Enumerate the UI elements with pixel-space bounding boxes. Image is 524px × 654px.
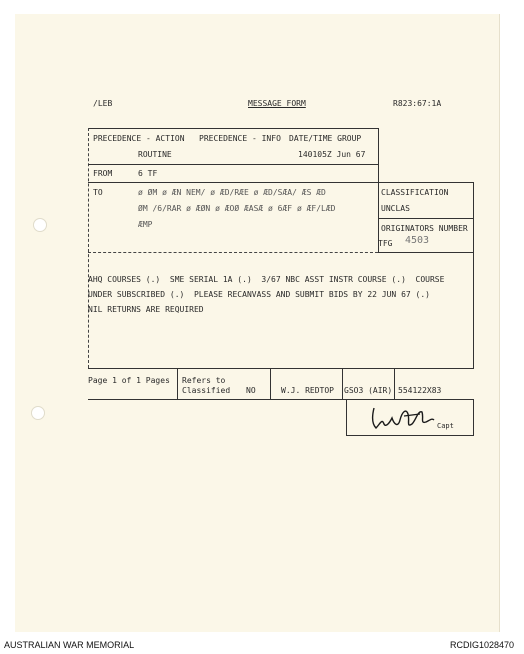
footer-divider-1 <box>177 368 178 399</box>
message-body-line-2: UNDER SUBSCRIBED (.) PLEASE RECANVASS AND SUBMIT BIDS BY 22 JUN 67 (.) <box>88 290 430 299</box>
footer-row-bottom <box>88 399 474 400</box>
footer-divider-3 <box>342 368 343 399</box>
to-label: TO <box>93 188 103 197</box>
originators-label: ORIGINATORS NUMBER <box>381 224 468 233</box>
form-top-right-border <box>378 128 379 184</box>
classification-value: UNCLAS <box>381 204 410 213</box>
classification-divider <box>378 218 474 219</box>
form-right-border <box>473 182 474 368</box>
footer-divider-4 <box>394 368 395 399</box>
archive-credit: AUSTRALIAN WAR MEMORIAL <box>4 640 135 650</box>
refers-label: Refers to <box>182 376 226 385</box>
page-count: Page 1 of 1 Pages <box>88 376 170 385</box>
address-bottom-border <box>88 252 378 253</box>
reference-left: /LEB <box>93 99 113 108</box>
signature-box-right <box>473 399 474 436</box>
message-body-line-3: NIL RETURNS ARE REQUIRED <box>88 305 204 314</box>
to-addressees-line-3: ÆMP <box>138 220 153 229</box>
form-top-border <box>88 128 378 129</box>
classified-label: Classified <box>182 386 231 395</box>
signature-rank: Capt <box>437 422 454 430</box>
precedence-divider <box>88 164 378 165</box>
precedence-info-label: PRECEDENCE - INFO <box>199 134 281 143</box>
originator-name: W.J. REDTOP <box>281 386 334 395</box>
originator-appointment: GSO3 (AIR) <box>344 386 393 395</box>
originators-bottom <box>378 252 474 253</box>
precedence-action-value: ROUTINE <box>138 150 172 159</box>
punch-hole-top <box>33 218 47 232</box>
archive-id: RCDIG1028470 <box>450 640 515 650</box>
from-divider <box>88 182 474 183</box>
precedence-action-label: PRECEDENCE - ACTION <box>93 134 185 143</box>
footer-divider-2 <box>270 368 271 399</box>
from-value: 6 TF <box>138 169 158 178</box>
classification-label: CLASSIFICATION <box>381 188 449 197</box>
originator-phone: 554122X83 <box>398 386 442 395</box>
to-addressees-line-1: ø ØM ø ÆN NEM/ ø ÆD/RÆE ø ÆD/SÆA/ ÆS ÆD <box>138 188 326 197</box>
signature-box-bottom <box>346 435 474 436</box>
handwritten-signature <box>368 402 438 434</box>
classified-value: NO <box>246 386 256 395</box>
dtg-label: DATE/TIME GROUP <box>289 134 362 143</box>
punch-hole-bottom <box>31 406 45 420</box>
signature-box-left <box>346 399 347 436</box>
message-body-line-1: AHQ COURSES (.) SME SERIAL 1A (.) 3/67 NBC ASST INSTR COURSE (.) COURSE <box>88 275 445 284</box>
form-title: MESSAGE FORM <box>248 99 306 108</box>
originators-prefix: TFG <box>378 239 393 248</box>
from-label: FROM <box>93 169 113 178</box>
to-addressees-line-2: ØM /6/RAR ø ÆØN ø ÆOØ ÆASÆ ø 6ÆF ø ÆF/LÆD <box>138 204 336 213</box>
originators-number: 4503 <box>405 235 430 246</box>
footer-row-top <box>88 368 474 369</box>
reference-right: R823:67:1A <box>393 99 442 108</box>
dtg-value: 140105Z Jun 67 <box>298 150 366 159</box>
